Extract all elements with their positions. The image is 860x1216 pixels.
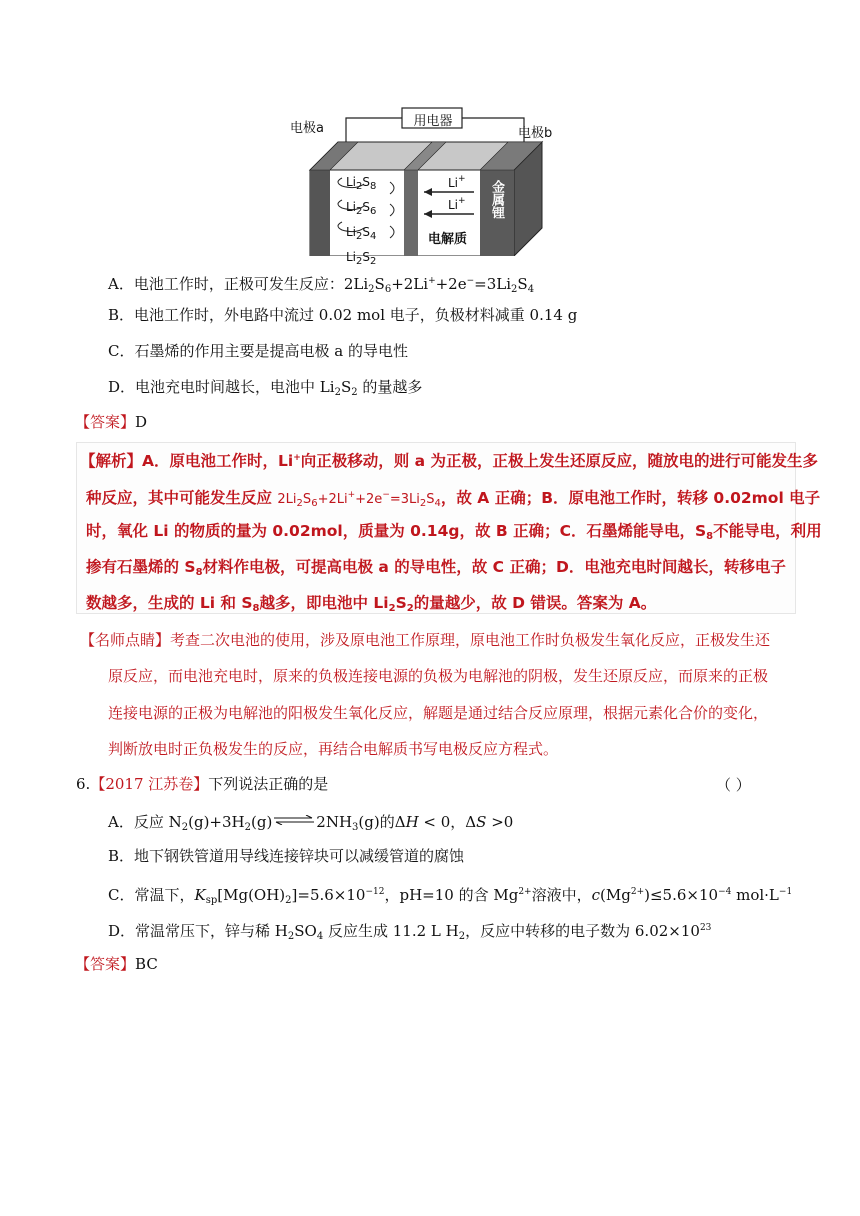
analysis-line-2 xyxy=(86,485,820,514)
q6-answer xyxy=(75,954,158,974)
analysis-line-3: 时，氧化 Li 的物质的量为 0.02mol，质量为 0.14g，故 B 正确；C．石墨烯能导电，$S_8$不能导电，利用 xyxy=(86,522,822,542)
metal-lithium-label: 金属锂 xyxy=(489,180,504,219)
analysis-equation: $2Li_2S_6+2Li^++2e^-=3Li_2S_4$ xyxy=(277,490,441,509)
analysis-line-5: 数越多，生成的 Li 和 $S_8$越多，即电池中 $Li_2S_2$的量越少，故 D 错误。答案为 A。 xyxy=(86,594,657,614)
species-li2s4: $Li_2S_4$ xyxy=(346,225,377,242)
electrode-a-label: 电极a xyxy=(290,121,324,136)
analysis-text-2b: ，故 A 正确；B．原电池工作时，转移 0.02mol 电子 xyxy=(440,489,821,507)
teacher-tip-line-2: 原反应，而电池充电时，原来的负极连接电源的负极为电解池的阴极，发生还原反应，而原来的正极 xyxy=(108,667,769,685)
ion-label-top: Li+ xyxy=(448,174,466,190)
species-li2s8: $Li_2S_8$ xyxy=(346,175,377,192)
analysis-text-1: A．原电池工作时，Li+向正极移动，则 a 为正极，正极上发生还原反应，随放电的进行可能发生多 xyxy=(142,452,819,470)
analysis-text-2a: 种反应，其中可能发生反应 xyxy=(86,489,278,507)
q6-answer-paren: （ ） xyxy=(716,776,751,794)
species-li2s2: $Li_2S_2$ xyxy=(346,250,377,267)
analysis-line-4: 掺有石墨烯的 $S_8$材料作电极，可提高电极 a 的导电性，故 C 正确；D．电池充电时间越长，转移电子 xyxy=(86,558,786,578)
q6-source: 【2017 江苏卷】 xyxy=(90,775,209,793)
q5-answer-tag: 【答案】 xyxy=(75,413,136,431)
teacher-tip-tag: 【名师点睛】 xyxy=(80,631,171,649)
q5-option-a xyxy=(108,271,534,300)
q5-answer xyxy=(75,412,147,432)
q6-option-d: D．常温常压下，锌与稀 $H_2SO_4$ 反应生成 11.2 L $H_2$，反应中转移的电子数为 $6.02\times 10^{23}$ xyxy=(108,922,712,942)
battery-diagram xyxy=(290,104,570,267)
reversible-arrow-icon xyxy=(274,810,314,820)
q5-option-a-prefix: A．电池工作时，正极可发生反应： xyxy=(108,275,344,293)
q6-option-b: B．地下钢铁管道用导线连接锌块可以减缓管道的腐蚀 xyxy=(108,847,465,865)
species-list xyxy=(346,172,376,272)
teacher-tip-line-3: 连接电源的正极为电解池的阳极发生氧化反应，解题是通过结合反应原理，根据元素化合价的变化， xyxy=(108,704,769,722)
teacher-tip-line-4: 判断放电时正负极发生的反应，再结合电解质书写电极反应方程式。 xyxy=(108,740,559,758)
electrolyte-label: 电解质 xyxy=(428,232,468,247)
q6-option-a: A．反应 $N_2(g)+3H_2(g)$ $2NH_3(g)$的ΔH < 0，ΔS >0 xyxy=(108,810,513,838)
q5-option-d xyxy=(108,377,422,403)
q6-stem xyxy=(76,774,328,794)
device-label: 用电器 xyxy=(413,114,453,129)
analysis-tag: 【解析】 xyxy=(80,452,143,470)
q5-option-d-species: $Li_2S_2$ xyxy=(319,378,358,398)
q6-stem-text: 下列说法正确的是 xyxy=(208,775,329,793)
q5-option-c: C．石墨烯的作用主要是提高电极 a 的导电性 xyxy=(108,342,408,360)
q6-option-c: C．常温下，$K_{sp}[Mg(OH)_2]=5.6\times 10^{-12}$，pH=10 的含 $Mg^{2+}$溶液中，$c(Mg^{2+})\le 5.6\times 10^{-4}$ $mol\cdot L^{-1}$ xyxy=(108,886,793,906)
q5-option-a-equation: $2Li_2S_6+2Li^++2e^-=3Li_2S_4$ xyxy=(343,275,535,295)
q6-number: 6. xyxy=(76,775,91,793)
q5-option-b: B．电池工作时，外电路中流过 0.02 mol 电子，负极材料减重 0.14 g xyxy=(108,306,578,324)
q6-answer-value: BC xyxy=(135,955,158,973)
ion-label-bottom: Li+ xyxy=(448,196,466,212)
q5-option-d-prefix: D．电池充电时间越长，电池中 xyxy=(108,378,320,396)
species-li2s6: $Li_2S_6$ xyxy=(346,200,377,217)
q5-option-d-suffix: 的量越多 xyxy=(357,378,423,396)
analysis-line-1 xyxy=(80,448,818,471)
q5-answer-value: D xyxy=(135,413,148,431)
electrode-b-label: 电极b xyxy=(518,126,553,141)
teacher-tip-text-1: 考查二次电池的使用，涉及原电池工作原理，原电池工作时负极发生氧化反应，正极发生还 xyxy=(170,631,771,649)
q6-answer-tag: 【答案】 xyxy=(75,955,136,973)
teacher-tip-line-1 xyxy=(80,630,770,650)
